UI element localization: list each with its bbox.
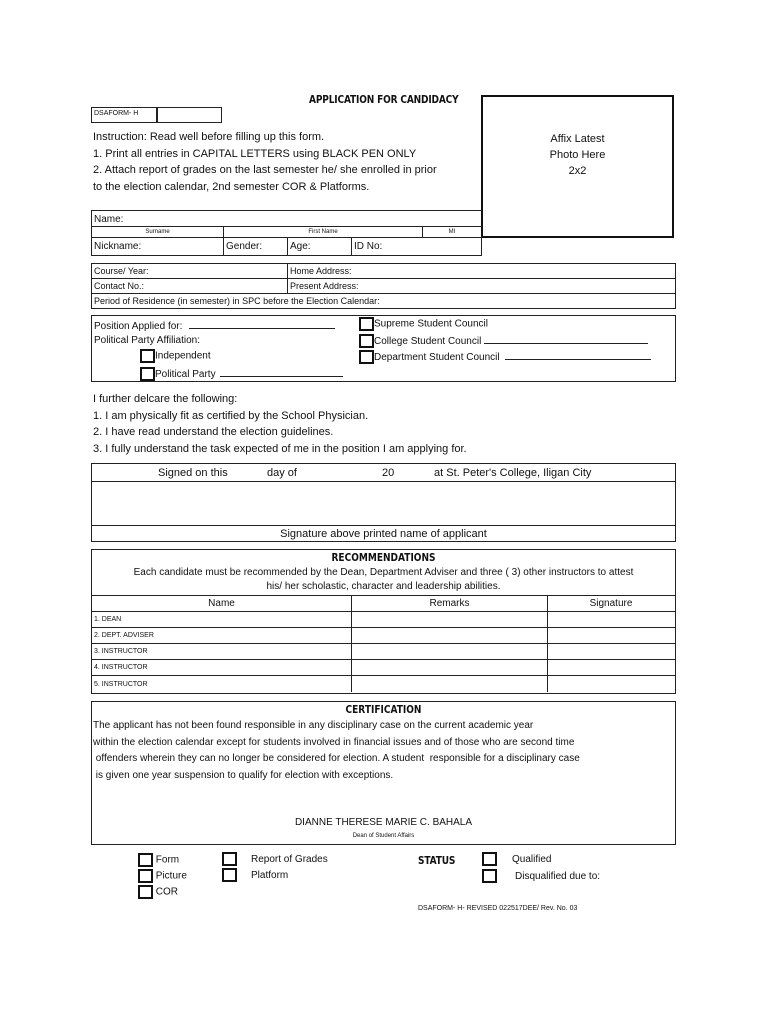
supreme-council-option[interactable]: [359, 317, 488, 332]
form-code-box: [91, 107, 222, 123]
college-council-line[interactable]: [484, 333, 648, 344]
row-name-cell: [92, 612, 352, 627]
photo-box[interactable]: [481, 95, 674, 238]
declaration-item-2: 2. I have read understand the election guidelines.: [93, 426, 334, 438]
photo-line-3: 2x2: [568, 165, 587, 177]
recommendations-title: RECOMMENDATIONS: [331, 551, 436, 564]
form-checkbox[interactable]: [138, 853, 153, 867]
declaration-intro: I further delcare the following:: [93, 393, 238, 405]
info-section: [91, 263, 676, 309]
first-name-text: First Name: [308, 229, 338, 235]
independent-option[interactable]: [140, 349, 211, 364]
age-field[interactable]: [288, 238, 352, 255]
status-label: STATUS: [418, 854, 456, 867]
course-year-label: Course/ Year:: [94, 266, 149, 276]
college-council-label: College Student Council: [374, 336, 482, 347]
recommendations-section: [91, 549, 676, 694]
row-name: 1. DEAN: [94, 616, 122, 623]
row-remarks-cell[interactable]: [352, 628, 548, 643]
name-row[interactable]: [92, 211, 482, 227]
surname-label: [92, 227, 224, 237]
photo-line-2: Photo Here: [549, 149, 606, 161]
political-party-checkbox[interactable]: [140, 367, 155, 381]
platform-label: Platform: [251, 869, 289, 881]
recommendations-description: [92, 566, 675, 594]
column-header-remarks: [352, 596, 548, 611]
column-header-signature: [548, 596, 674, 611]
column-header-name: [92, 596, 352, 611]
signature-area[interactable]: [92, 482, 675, 526]
mi-label: [423, 227, 481, 237]
revision-footer: DSAFORM- H- REVISED 022517DEE/ Rev. No. 03: [418, 905, 578, 912]
row-remarks-cell[interactable]: [352, 676, 548, 692]
nickname-label: Nickname:: [94, 240, 142, 252]
name-subfields-row: [92, 227, 482, 238]
row-name-cell: [92, 660, 352, 675]
signed-on-row: [92, 464, 675, 482]
mi-text: MI: [448, 229, 456, 235]
photo-instructions: [483, 131, 672, 179]
college-council-checkbox[interactable]: [359, 334, 374, 348]
year-label: 20: [382, 467, 395, 479]
age-label: Age:: [290, 240, 311, 252]
page-title: APPLICATION FOR CANDIDACY: [309, 93, 459, 106]
signatory-name: DIANNE THERESE MARIE C. BAHALA: [294, 817, 473, 828]
supreme-council-checkbox[interactable]: [359, 317, 374, 331]
form-code-input[interactable]: [158, 108, 220, 122]
row-name-cell: [92, 676, 352, 692]
cor-checkbox[interactable]: [138, 885, 153, 899]
row-name: 2. DEPT. ADVISER: [94, 632, 154, 639]
qualified-checkbox[interactable]: [482, 852, 497, 866]
row-signature-cell[interactable]: [548, 628, 674, 643]
residence-field[interactable]: [94, 295, 380, 307]
row-remarks-cell[interactable]: [352, 644, 548, 659]
column-name-text: Name: [208, 597, 235, 609]
cor-label: COR: [155, 886, 179, 898]
instruction-item-2: 2. Attach report of grades on the last semester he/ she enrolled in prior: [93, 164, 437, 176]
location-label: at St. Peter's College, Iligan City: [434, 467, 592, 479]
row-signature-cell[interactable]: [548, 660, 674, 675]
table-header: [92, 596, 675, 612]
row-signature-cell[interactable]: [548, 612, 674, 627]
gender-field[interactable]: [224, 238, 288, 255]
surname-text: Surname: [145, 229, 170, 235]
recommendations-desc-line-1: Each candidate must be recommended by the Dean, Department Adviser and three ( 3) other instructors to attest: [133, 567, 634, 578]
table-row: [92, 676, 675, 692]
contact-no-field[interactable]: [92, 279, 288, 293]
contact-row: [92, 279, 675, 294]
disqualified-checkbox[interactable]: [482, 869, 497, 883]
row-remarks-cell[interactable]: [352, 612, 548, 627]
row-signature-cell[interactable]: [548, 644, 674, 659]
day-of-label: day of: [267, 467, 297, 479]
platform-option[interactable]: [222, 868, 288, 883]
contact-no-label: Contact No.:: [94, 281, 145, 291]
declaration-item-1: 1. I am physically fit as certified by the School Physician.: [93, 409, 369, 422]
form-code-label: DSAFORM- H: [94, 110, 139, 117]
picture-option[interactable]: [138, 869, 187, 884]
signature-caption: Signature above printed name of applicant: [280, 528, 487, 540]
instruction-item-3: to the election calendar, 2nd semester COR & Platforms.: [93, 180, 370, 193]
department-council-line[interactable]: [505, 349, 651, 360]
form-label: Form: [155, 854, 180, 866]
supreme-council-label: Supreme Student Council: [374, 318, 488, 330]
certification-line-1: The applicant has not been found responsible in any disciplinary case on the current academic year: [93, 720, 534, 731]
position-applied-line[interactable]: [189, 318, 335, 329]
department-council-checkbox[interactable]: [359, 350, 374, 364]
residence-label: Period of Residence (in semester) in SPC before the Election Calendar:: [94, 296, 380, 306]
signed-on-label: Signed on this: [158, 467, 228, 479]
signature-section: [91, 463, 676, 542]
personal-row: [92, 238, 482, 255]
row-name: 4. INSTRUCTOR: [94, 664, 148, 671]
present-address-label: Present Address:: [290, 281, 359, 291]
position-applied-field[interactable]: [94, 318, 335, 334]
declaration-item-3: 3. I fully understand the task expected of me in the position I am applying for.: [93, 442, 467, 455]
table-row: [92, 612, 675, 628]
column-signature-text: Signature: [589, 597, 633, 609]
certification-line-4: is given one year suspension to qualify for election with exceptions.: [93, 769, 394, 781]
college-council-option[interactable]: [359, 333, 648, 349]
independent-label: Independent: [155, 350, 211, 362]
name-section: [91, 210, 482, 256]
id-no-field[interactable]: [352, 238, 480, 255]
home-address-field[interactable]: [288, 264, 673, 278]
instructions: [93, 129, 473, 195]
home-address-label: Home Address:: [290, 266, 352, 276]
certification-line-3: offenders wherein they can no longer be considered for election. A student responsible for a disciplinary case: [93, 753, 580, 764]
table-row: [92, 644, 675, 660]
political-party-label: Political Party: [155, 369, 216, 380]
report-of-grades-checkbox[interactable]: [222, 852, 237, 866]
certification-line-2: within the election calendar except for students involved in financial issues and of those who are second time: [93, 736, 575, 748]
row-name: 3. INSTRUCTOR: [94, 648, 148, 655]
certification-title: CERTIFICATION: [345, 703, 422, 716]
row-signature-cell[interactable]: [548, 676, 674, 692]
row-remarks-cell[interactable]: [352, 660, 548, 675]
signatory-title: Dean of Student Affairs: [352, 833, 415, 839]
certification-text: [93, 718, 580, 784]
independent-checkbox[interactable]: [140, 349, 155, 363]
report-of-grades-option[interactable]: [222, 852, 328, 867]
department-council-label: Department Student Council: [374, 352, 500, 363]
certification-section: [91, 701, 676, 845]
political-party-option[interactable]: [140, 366, 343, 382]
nickname-field[interactable]: [92, 238, 224, 255]
declaration: [93, 391, 673, 457]
platform-checkbox[interactable]: [222, 868, 237, 882]
disqualified-label: Disqualified due to:: [515, 870, 601, 882]
picture-checkbox[interactable]: [138, 869, 153, 883]
position-section: [91, 315, 676, 382]
row-name-cell: [92, 628, 352, 643]
instruction-item-1: 1. Print all entries in CAPITAL LETTERS using BLACK PEN ONLY: [93, 147, 417, 160]
disqualified-option[interactable]: [482, 869, 600, 884]
gender-label: Gender:: [226, 240, 263, 252]
course-row: [92, 264, 675, 279]
party-affiliation-label: Political Party Affiliation:: [94, 335, 200, 346]
recommendations-desc-line-2: his/ her scholastic, character and leadership abilities.: [266, 581, 501, 592]
table-row: [92, 628, 675, 644]
qualified-option[interactable]: [482, 852, 551, 867]
row-name-cell: [92, 644, 352, 659]
photo-line-1: Affix Latest: [550, 133, 605, 145]
political-party-line[interactable]: [220, 366, 343, 377]
present-address-field[interactable]: [288, 279, 673, 293]
cor-option[interactable]: [138, 885, 178, 900]
name-label: Name:: [94, 214, 124, 225]
position-applied-label: Position Applied for:: [94, 321, 183, 332]
report-of-grades-label: Report of Grades: [251, 853, 328, 865]
form-option[interactable]: [138, 853, 179, 868]
course-year-field[interactable]: [92, 264, 288, 278]
row-name: 5. INSTRUCTOR: [94, 680, 148, 688]
instruction-intro: Instruction: Read well before filling up this form.: [93, 131, 325, 143]
recommendations-table: [92, 595, 675, 691]
qualified-label: Qualified: [512, 853, 552, 865]
table-row: [92, 660, 675, 676]
id-no-label: ID No:: [354, 240, 383, 252]
column-remarks-text: Remarks: [429, 597, 470, 609]
picture-label: Picture: [155, 870, 187, 882]
first-name-label: [224, 227, 423, 237]
department-council-option[interactable]: [359, 349, 651, 365]
